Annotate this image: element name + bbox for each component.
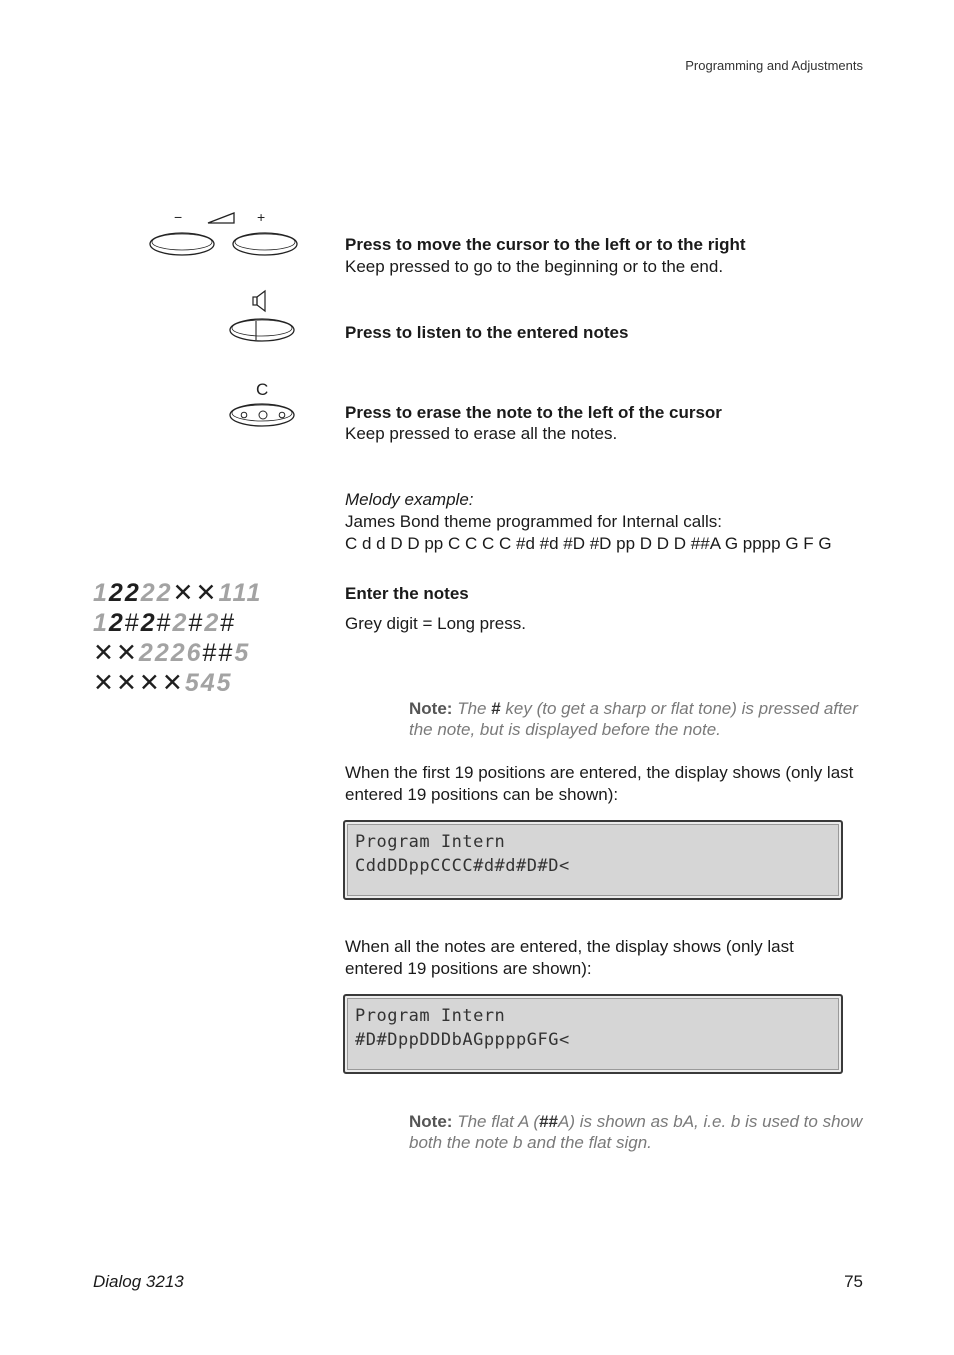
melody-label: Melody example: xyxy=(345,490,474,509)
clear-key-icon xyxy=(226,378,300,430)
speaker-key-icon xyxy=(226,288,300,344)
note-text-post: A) is shown as bA, i.e. b is used to show both the note b and the flat sign. xyxy=(409,1112,863,1152)
display-2-line-1: Program Intern xyxy=(355,1006,506,1026)
digit-key: 2 xyxy=(156,579,173,607)
note-text-post: key (to get a sharp or flat tone) is pressed after the note, but is displayed before the note. xyxy=(409,699,858,739)
melody-line1: James Bond theme programmed for Internal calls: xyxy=(345,512,723,531)
hash-key-glyph: # xyxy=(202,639,219,667)
digit-key: 1 xyxy=(218,579,234,607)
hash-key-glyph: # xyxy=(220,609,237,637)
digit-key: 2 xyxy=(138,639,155,667)
note-flat-a xyxy=(409,1111,869,1153)
digit-key: 2 xyxy=(108,579,125,607)
digit-key: 2 xyxy=(140,579,157,607)
paragraph-first-positions: When the first 19 positions are entered, the display shows (only last entered 19 positions can be shown): xyxy=(345,763,854,804)
digit-key: 2 xyxy=(124,579,141,607)
page-number: 75 xyxy=(844,1272,863,1291)
hash-key-glyph: # xyxy=(218,639,235,667)
note-label: Note: xyxy=(409,1112,453,1131)
digit-key: 2 xyxy=(204,609,221,637)
digit-key: 2 xyxy=(140,609,157,637)
paragraph-all-notes: When all the notes are entered, the display shows (only last entered 19 positions are shown): xyxy=(345,937,794,978)
plus-label: + xyxy=(257,209,266,225)
digit-key: 1 xyxy=(93,609,109,637)
hash-key-glyph: # xyxy=(188,609,205,637)
digit-key: 2 xyxy=(154,639,171,667)
erase-title: Press to erase the note to the left of the cursor xyxy=(345,403,722,422)
running-header: Programming and Adjustments xyxy=(685,58,863,73)
phone-display-1 xyxy=(343,820,843,900)
hash-key: # xyxy=(491,699,501,718)
melody-line2: C d d D D pp C C C C #d #d #D #D pp D D D ##A G pppp G F G xyxy=(345,534,832,553)
digit-key: 1 xyxy=(247,579,263,607)
clear-label: C xyxy=(256,380,269,399)
erase-desc: Keep pressed to erase all the notes. xyxy=(345,424,618,443)
digit-key: 6 xyxy=(186,639,203,667)
digit-key: 2 xyxy=(108,609,125,637)
star-key-glyph: ✕ xyxy=(115,669,139,697)
star-key-glyph: ✕ xyxy=(93,639,116,667)
digit-key: 1 xyxy=(233,579,248,607)
digit-key: 2 xyxy=(170,639,187,667)
key-sequence-line-3 xyxy=(93,638,250,668)
star-key-glyph: ✕ xyxy=(115,639,139,667)
key-sequence-line-2 xyxy=(93,608,236,638)
minus-label: − xyxy=(174,209,183,225)
star-key-glyph: ✕ xyxy=(138,669,162,697)
star-key-glyph: ✕ xyxy=(93,669,116,697)
display-1-line-2: CddDDppCCCC#d#d#D#D< xyxy=(355,856,570,876)
digit-key: 5 xyxy=(184,669,201,697)
display-2-line-2: #D#DppDDDbAGppppGFG< xyxy=(355,1030,570,1050)
volume-keys-icon xyxy=(146,206,306,262)
enter-desc: Grey digit = Long press. xyxy=(345,614,526,633)
product-name: Dialog 3213 xyxy=(93,1272,184,1291)
digit-key: 5 xyxy=(234,639,251,667)
star-key-glyph: ✕ xyxy=(195,579,219,607)
hash-key-glyph: # xyxy=(156,609,173,637)
note-label: Note: xyxy=(409,699,453,718)
phone-display-2 xyxy=(343,994,843,1074)
cursor-title: Press to move the cursor to the left or to the right xyxy=(345,235,746,254)
note-sharp-flat xyxy=(409,698,869,740)
enter-title: Enter the notes xyxy=(345,584,469,603)
note-text-pre: The xyxy=(457,699,492,718)
hash-keys: ## xyxy=(539,1112,558,1131)
listen-title: Press to listen to the entered notes xyxy=(345,323,629,342)
digit-key: 5 xyxy=(216,669,233,697)
star-key-glyph: ✕ xyxy=(161,669,185,697)
digit-key: 2 xyxy=(172,609,189,637)
display-1-line-1: Program Intern xyxy=(355,832,506,852)
hash-key-glyph: # xyxy=(124,609,141,637)
digit-key: 4 xyxy=(200,669,217,697)
key-sequence-line-4 xyxy=(93,668,233,698)
note-text-pre: The flat A ( xyxy=(457,1112,540,1131)
cursor-desc: Keep pressed to go to the beginning or to the end. xyxy=(345,257,724,276)
digit-key: 1 xyxy=(93,579,109,607)
star-key-glyph: ✕ xyxy=(172,579,196,607)
key-sequence-line-1 xyxy=(93,578,262,608)
